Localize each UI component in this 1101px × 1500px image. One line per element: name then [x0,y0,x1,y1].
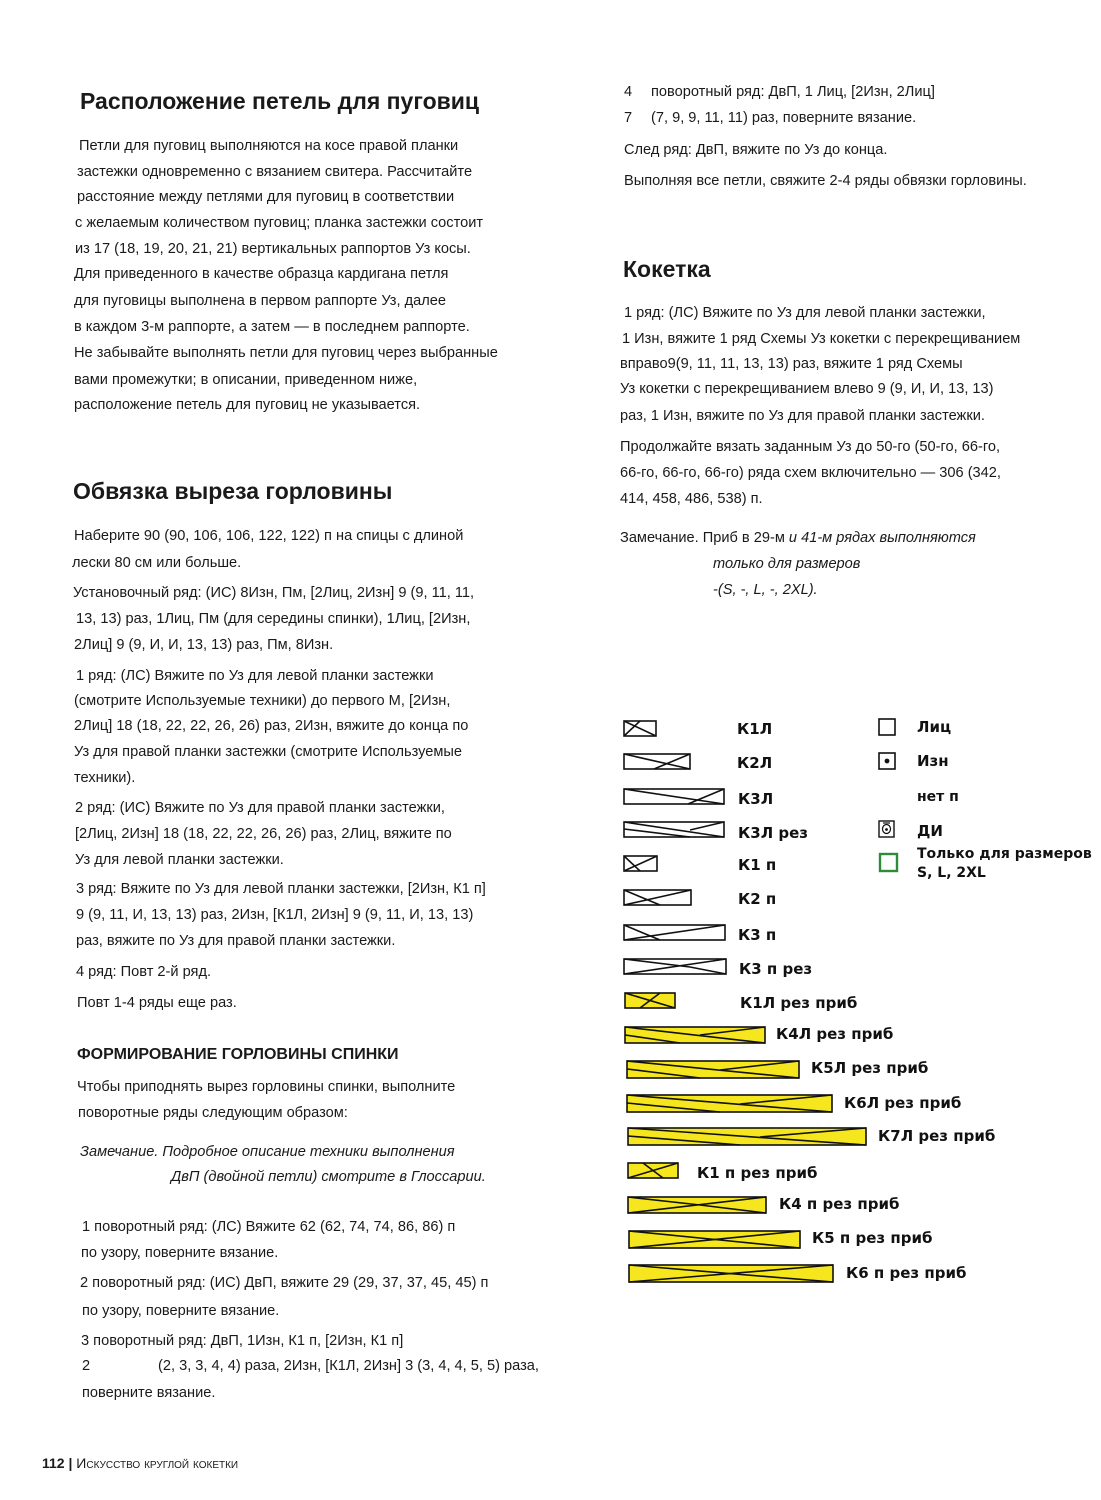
text-line: Выполняя все петли, свяжите 2-4 ряды обвязки горловины. [624,173,1027,189]
k6p-rez-prib-symbol [629,1265,833,1282]
text-line: из 17 (18, 19, 20, 21, 21) вертикальных раппортов Уз косы. [75,241,471,257]
legend-label: К7Л рез приб [878,1127,996,1145]
page-number: 112 [42,1455,65,1471]
text-line: лески 80 см или больше. [72,555,242,571]
legend-label: К6Л рез приб [844,1094,962,1112]
k2l-symbol [624,754,690,769]
legend-label: К1Л [737,720,773,738]
k4l-rez-prib-symbol [625,1027,765,1043]
page-footer [42,1455,238,1471]
text-line: 2 [82,1358,91,1374]
text-line: 7 [624,110,633,126]
note-line: Замечание. Подробное описание техники выполнения [80,1144,455,1160]
legend-label: Лиц [917,718,952,736]
text-line: вправо9(9, 11, 11, 13, 13) раз, вяжите 1 ряд Схемы [620,356,963,372]
text-line: Продолжайте вязать заданным Уз до 50-го (50-го, 66-го, [620,439,1000,455]
legend-label: ДИ [917,822,943,840]
text-line: 2Лиц] 18 (18, 22, 22, 26, 26) раз, 2Изн, вяжите до конца по [74,718,469,734]
legend-label: К1 п рез приб [697,1164,818,1182]
size-only-symbol [880,854,897,871]
book-title: Искусство круглой кокетки [76,1455,239,1471]
note-italic: и 41-м рядах выполняются [788,530,976,546]
text-line: расстояние между петлями для пуговиц в соответствии [77,189,455,205]
legend-label: К4Л рез приб [776,1025,894,1043]
text-line: поверните вязание. [82,1385,216,1401]
text-line: 4 ряд: Повт 2-й ряд. [76,964,212,980]
legend-label: Изн [917,752,949,770]
text-line: техники). [74,770,136,786]
text-line: 9 (9, 11, И, 13, 13) раз, 2Изн, [К1Л, 2Изн] 9 (9, 11, И, 13, 13) [76,907,474,923]
legend-label: К2 п [738,890,777,908]
yoke-heading: Кокетка [623,256,711,282]
k6l-rez-prib-symbol [627,1095,832,1112]
text-line: 4 [624,84,633,100]
text-line: Установочный ряд: (ИС) 8Изн, Пм, [2Лиц, 2Изн] 9 (9, 11, 11, [73,585,475,601]
k3l-rez-symbol [624,822,724,837]
legend-label: К3 п [738,926,777,944]
text-line: раз, 1 Изн, вяжите по Уз для правой планки застежки. [620,408,985,424]
k5l-rez-prib-symbol [627,1061,799,1078]
legend-label: К4 п рез приб [779,1195,900,1213]
text-line: 2Лиц] 9 (9, И, И, 13, 13) раз, Пм, 8Изн. [74,637,334,653]
text-line: расположение петель для пуговиц не указывается. [74,397,421,413]
legend-label: К3Л рез [738,824,809,842]
text-line: Уз кокетки с перекрещиванием влево 9 (9, И, И, 13, 13) [620,381,994,397]
text-line: След ряд: ДвП, вяжите по Уз до конца. [624,142,888,158]
k7l-rez-prib-symbol [628,1128,866,1145]
text-line: (смотрите Используемые техники) до первого М, [2Изн, [74,693,451,709]
text-line: поворотные ряды следующим образом: [78,1105,348,1121]
text-line: 1 Изн, вяжите 1 ряд Схемы Уз кокетки с перекрещиванием [622,331,1021,347]
k3l-symbol [624,789,724,804]
legend-label: К5 п рез приб [812,1229,933,1247]
k4p-rez-prib-symbol [628,1197,766,1213]
text-line: в каждом 3-м раппорте, а затем — в последнем раппорте. [74,319,470,335]
text-line: Уз для правой планки застежки (смотрите Используемые [74,744,462,760]
legend-label: К5Л рез приб [811,1059,929,1077]
text-line: 1 ряд: (ЛС) Вяжите по Уз для левой планки застежки [76,668,434,684]
text-line: 3 поворотный ряд: ДвП, 1Изн, К1 п, [2Изн, К1 п] [81,1333,404,1349]
text-line: 2 ряд: (ИС) Вяжите по Уз для правой планки застежки, [75,800,445,816]
legend-label: К2Л [737,754,773,772]
legend-label: К1Л рез приб [740,994,858,1012]
text-line: с желаемым количеством пуговиц; планка застежки состоит [75,215,484,231]
text-line: по узору, поверните вязание. [81,1245,279,1261]
purl-symbol [879,753,895,769]
text-line: Повт 1-4 ряды еще раз. [77,995,237,1011]
text-line: 3 ряд: Вяжите по Уз для левой планки застежки, [2Изн, К1 п] [76,881,486,897]
text-line: 1 поворотный ряд: (ЛС) Вяжите 62 (62, 74, 74, 86, 86) п [82,1219,456,1235]
k3p-rez-symbol [624,959,726,974]
text-line: по узору, поверните вязание. [82,1303,280,1319]
k5p-rez-prib-symbol [629,1231,800,1248]
neckband-heading: Обвязка выреза горловины [73,478,393,504]
k1l-rez-prib-symbol [625,993,675,1008]
note-line: -(S, -, L, -, 2XL). [713,582,818,598]
text-line: вами промежутки; в описании, приведенном ниже, [74,372,418,388]
text-line: Наберите 90 (90, 106, 106, 122, 122) п на спицы с длиной [74,528,464,544]
legend-label: К3 п рез [739,960,813,978]
text-line: 2 поворотный ряд: (ИС) ДвП, вяжите 29 (29, 37, 37, 45, 45) п [80,1275,489,1291]
legend-label: К6 п рез приб [846,1264,967,1282]
k1p-symbol [624,856,657,871]
k1l-symbol [624,721,656,736]
text-line: 1 ряд: (ЛС) Вяжите по Уз для левой планки застежки, [624,305,986,321]
text-line: [2Лиц, 2Изн] 18 (18, 22, 22, 26, 26) раз, 2Лиц, вяжите по [75,826,452,842]
text-line: Чтобы приподнять вырез горловины спинки, выполните [77,1079,456,1095]
legend-label: К1 п [738,856,777,874]
text-line: поворотный ряд: ДвП, 1 Лиц, [2Изн, 2Лиц] [651,84,935,100]
text-line: Для приведенного в качестве образца кардигана петля [74,266,449,282]
note-line: только для размеров [713,556,861,572]
knit-symbol [879,719,895,735]
text-line: Петли для пуговиц выполняются на косе правой планки [79,138,459,154]
text-line: 13, 13) раз, 1Лиц, Пм (для середины спинки), 1Лиц, [2Изн, [76,611,471,627]
note-line: ДвП (двойной петли) смотрите в Глоссарии. [171,1169,486,1185]
legend-label: S, L, 2XL [917,865,986,881]
legend-label: Только для размеров [917,846,1092,862]
di-symbol [879,821,894,837]
footer-separator: | [68,1455,73,1471]
text-line: раз, вяжите по Уз для правой планки застежки. [76,933,396,949]
text-line: (2, 3, 3, 4, 4) раза, 2Изн, [К1Л, 2Изн] 3 (3, 4, 4, 5, 5) раза, [158,1358,539,1374]
text-line: (7, 9, 9, 11, 11) раз, поверните вязание. [651,110,917,126]
text-line: 414, 458, 486, 538) п. [620,491,763,507]
note-prefix: Замечание. Приб в 29-м [620,530,789,546]
k3p-symbol [624,925,725,940]
button-holes-heading: Расположение петель для пуговиц [80,88,480,114]
legend-label: нет п [917,789,959,805]
k2p-symbol [624,890,691,905]
text-line: Не забывайте выполнять петли для пуговиц через выбранные [74,345,498,361]
text-line: Уз для левой планки застежки. [75,852,284,868]
text-line: застежки одновременно с вязанием свитера. Рассчитайте [77,164,473,180]
k1p-rez-prib-symbol [628,1163,678,1178]
back-neck-heading: ФОРМИРОВАНИЕ ГОРЛОВИНЫ СПИНКИ [77,1046,399,1063]
legend-label: К3Л [738,790,774,808]
text-line: 66-го, 66-го, 66-го) ряда схем включительно — 306 (342, [620,465,1001,481]
text-line: для пуговицы выполнена в первом раппорте Уз, далее [74,293,446,309]
